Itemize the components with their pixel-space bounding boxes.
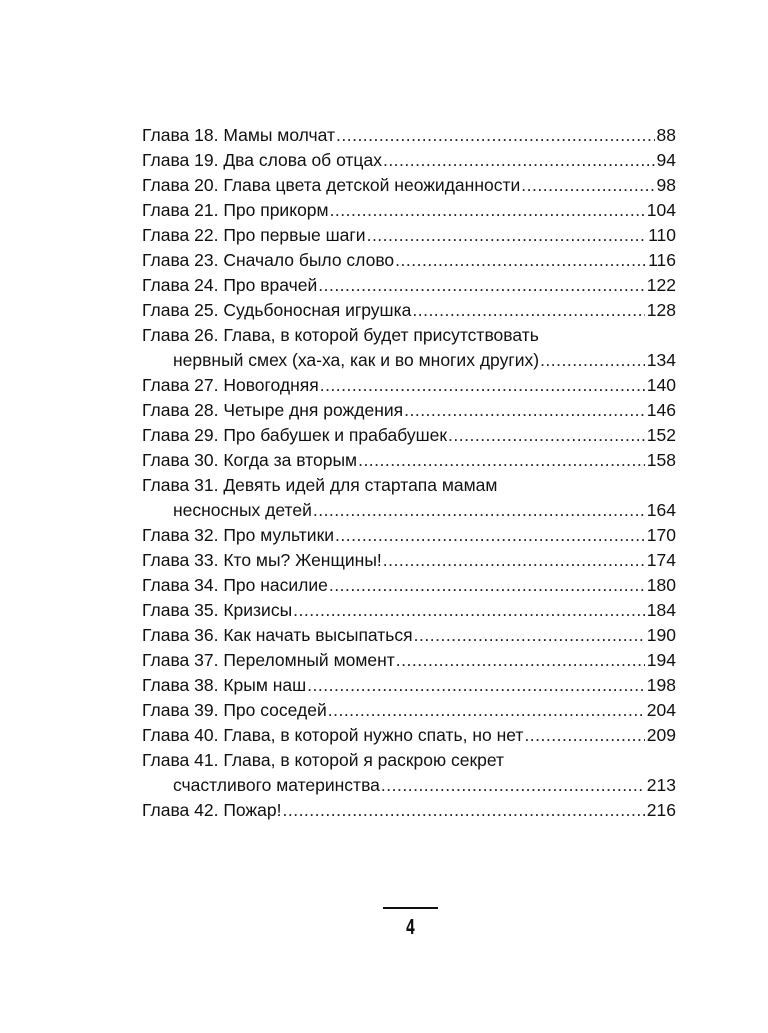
- toc-entry-page: 146: [646, 400, 676, 420]
- toc-entry-page: 152: [646, 425, 676, 445]
- toc-entry-title: Глава 26. Глава, в которой будет присутствовать: [142, 325, 539, 345]
- toc-entry: [142, 673, 676, 698]
- dot-leader: [335, 523, 645, 548]
- toc-entry-page: 170: [646, 525, 676, 545]
- toc-entry: [142, 148, 676, 173]
- toc-entry-page: 180: [646, 575, 676, 595]
- dot-leader: [383, 548, 645, 573]
- toc-entry-title: Глава 37. Переломный момент: [142, 650, 395, 670]
- toc-entry: [142, 223, 676, 248]
- dot-leader: [524, 723, 644, 748]
- toc-line: [142, 198, 676, 223]
- toc-entry-page: 194: [646, 650, 676, 670]
- toc-line: [142, 123, 676, 148]
- toc-line: [142, 748, 676, 773]
- toc-entry: [142, 248, 676, 273]
- toc-entry: [142, 123, 676, 148]
- toc-entry: [142, 198, 676, 223]
- dot-leader: [448, 423, 645, 448]
- toc-line: [142, 173, 676, 198]
- dot-leader: [328, 698, 645, 723]
- dot-leader: [396, 648, 645, 673]
- toc-entry-page: 128: [646, 300, 676, 320]
- toc-entry: [142, 323, 676, 373]
- toc-entry: [142, 598, 676, 623]
- toc-entry-page: 122: [646, 275, 676, 295]
- toc-line: [142, 498, 676, 523]
- toc-entry-title: Глава 36. Как начать высыпаться: [142, 625, 413, 645]
- toc-entry-page: 209: [646, 725, 676, 745]
- toc-entry-title: Глава 30. Когда за вторым: [142, 450, 358, 470]
- toc-entry: [142, 448, 676, 473]
- toc-line: [142, 723, 676, 748]
- toc-entry-page: 184: [646, 600, 676, 620]
- toc-line: [142, 548, 676, 573]
- toc-entry-page: 134: [646, 350, 676, 370]
- toc-entry: [142, 648, 676, 673]
- toc-line: [142, 598, 676, 623]
- toc-entry-title: Глава 40. Глава, в которой нужно спать, но нет: [142, 725, 524, 745]
- toc-entry-title: Глава 22. Про первые шаги: [142, 225, 366, 245]
- toc-line: [142, 273, 676, 298]
- toc-entry-page: 216: [646, 800, 676, 820]
- toc-entry-title: Глава 41. Глава, в которой я раскрою секрет: [142, 750, 505, 770]
- toc-entry-title: Глава 33. Кто мы? Женщины!: [142, 550, 382, 570]
- toc-entry-continuation: несносных детей: [173, 500, 312, 520]
- toc-entry-title: Глава 25. Судьбоносная игрушка: [142, 300, 412, 320]
- toc-line: [142, 298, 676, 323]
- toc-line: [142, 523, 676, 548]
- dot-leader: [521, 173, 654, 198]
- toc-entry: [142, 623, 676, 648]
- toc-entry-title: Глава 20. Глава цвета детской неожиданности: [142, 175, 521, 195]
- toc-entry-title: Глава 23. Сначало было слово: [142, 250, 395, 270]
- toc-entry: [142, 173, 676, 198]
- toc-entry-page: 190: [646, 625, 676, 645]
- toc-entry: [142, 373, 676, 398]
- toc-entry: [142, 473, 676, 523]
- toc-line: [142, 798, 676, 823]
- dot-leader: [404, 398, 645, 423]
- toc-line: [142, 648, 676, 673]
- toc-entry-title: Глава 42. Пожар!: [142, 800, 282, 820]
- toc-entry-title: Глава 29. Про бабушек и прабабушек: [142, 425, 448, 445]
- toc-entry-title: Глава 27. Новогодняя: [142, 375, 319, 395]
- toc-entry-title: Глава 38. Крым наш: [142, 675, 307, 695]
- toc-line: [142, 423, 676, 448]
- dot-leader: [330, 198, 645, 223]
- toc-entry-page: 164: [646, 500, 676, 520]
- dot-leader: [381, 773, 645, 798]
- toc-line: [142, 248, 676, 273]
- toc-entry-page: 140: [646, 375, 676, 395]
- dot-leader: [336, 123, 655, 148]
- toc-entry: [142, 298, 676, 323]
- dot-leader: [307, 673, 645, 698]
- toc-entry: [142, 798, 676, 823]
- toc-entry-page: 213: [646, 775, 676, 795]
- toc-entry: [142, 273, 676, 298]
- dot-leader: [414, 623, 645, 648]
- toc-entry-title: Глава 19. Два слова об отцах: [142, 150, 382, 170]
- dot-leader: [320, 373, 645, 398]
- toc-entry-page: 116: [648, 250, 676, 270]
- dot-leader: [358, 448, 645, 473]
- toc-line: [142, 398, 676, 423]
- dot-leader: [329, 573, 645, 598]
- toc-line: [142, 373, 676, 398]
- toc-entry: [142, 548, 676, 573]
- toc-line: [142, 448, 676, 473]
- toc-entry-title: Глава 34. Про насилие: [142, 575, 328, 595]
- toc-entry-page: 98: [656, 175, 676, 195]
- toc-entry-page: 158: [646, 450, 676, 470]
- dot-leader: [383, 148, 655, 173]
- toc-entry-page: 104: [646, 200, 676, 220]
- toc-entry-title: Глава 18. Мамы молчат: [142, 125, 335, 145]
- toc-entry: [142, 723, 676, 748]
- toc-entry: [142, 748, 676, 798]
- toc-entry-title: Глава 21. Про прикорм: [142, 200, 329, 220]
- toc-line: [142, 673, 676, 698]
- toc-line: [142, 148, 676, 173]
- toc-line: [142, 323, 676, 348]
- toc-entry-page: 204: [646, 700, 676, 720]
- toc-entry-page: 198: [646, 675, 676, 695]
- toc-entry-title: Глава 39. Про соседей: [142, 700, 327, 720]
- toc-entry: [142, 423, 676, 448]
- dot-leader: [318, 273, 645, 298]
- toc-line: [142, 773, 676, 798]
- dot-leader: [540, 348, 645, 373]
- dot-leader: [395, 248, 646, 273]
- toc-entry-title: Глава 32. Про мультики: [142, 525, 335, 545]
- toc-line: [142, 698, 676, 723]
- toc-entry-title: Глава 35. Кризисы: [142, 600, 293, 620]
- toc-line: [142, 223, 676, 248]
- toc-entry: [142, 523, 676, 548]
- toc-entry-page: 174: [646, 550, 676, 570]
- toc-line: [142, 473, 676, 498]
- dot-leader: [293, 598, 645, 623]
- toc-entry: [142, 573, 676, 598]
- table-of-contents: [142, 123, 676, 823]
- toc-line: [142, 348, 676, 373]
- toc-entry: [142, 698, 676, 723]
- toc-line: [142, 573, 676, 598]
- dot-leader: [282, 798, 644, 823]
- toc-entry-continuation: счастливого материнства: [173, 775, 380, 795]
- page-number: 4: [405, 915, 416, 939]
- toc-line: [142, 623, 676, 648]
- toc-entry-continuation: нервный смех (ха-ха, как и во многих других): [173, 350, 540, 370]
- toc-entry-page: 94: [656, 150, 676, 170]
- toc-entry-title: Глава 31. Девять идей для стартапа мамам: [142, 475, 498, 495]
- page-number-rule: [383, 907, 438, 909]
- toc-entry: [142, 398, 676, 423]
- dot-leader: [412, 298, 644, 323]
- toc-entry-page: 88: [656, 125, 676, 145]
- toc-entry-title: Глава 24. Про врачей: [142, 275, 318, 295]
- dot-leader: [367, 223, 647, 248]
- toc-entry-title: Глава 28. Четыре дня рождения: [142, 400, 404, 420]
- dot-leader: [313, 498, 645, 523]
- toc-entry-page: 110: [648, 225, 676, 245]
